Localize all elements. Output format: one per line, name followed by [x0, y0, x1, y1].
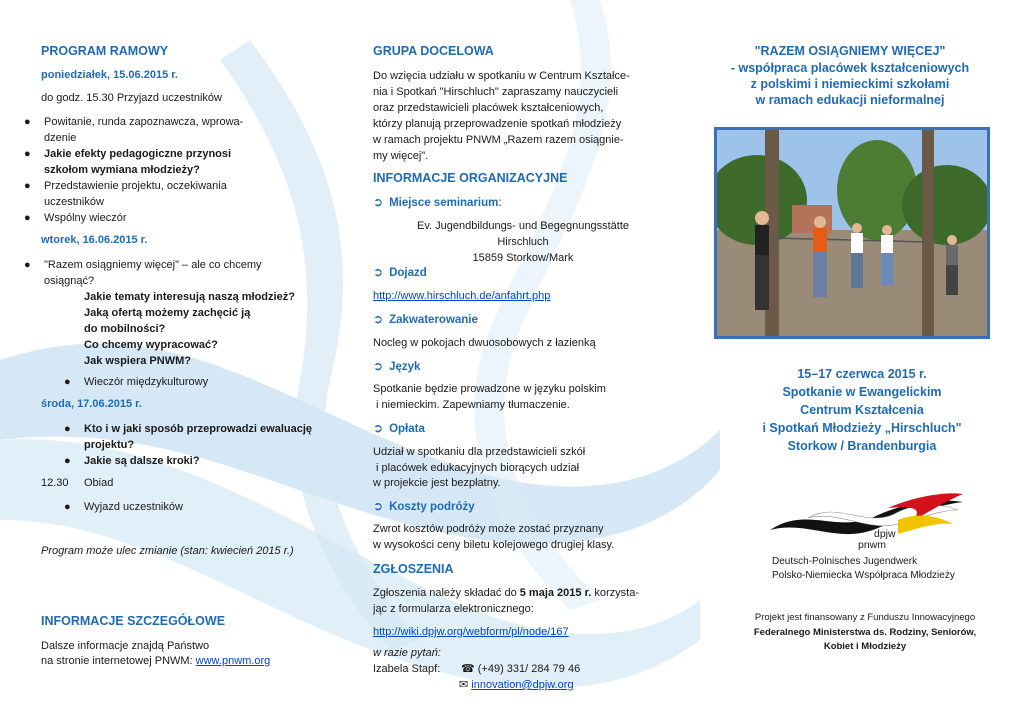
logo-abbr: dpjw: [874, 528, 896, 540]
envelope-icon: ✉: [459, 679, 472, 691]
title-line: - współpraca placówek kształceniowych: [730, 61, 970, 75]
fee-label: ➲ Opłata: [373, 421, 425, 435]
text-line: oraz przedstawicieli placówek kształceniowych,: [373, 102, 604, 114]
venue-line: Ev. Jugendbildungs- und Begegnungsstätte: [416, 220, 629, 232]
event-line: Spotkanie w Ewangelickim: [782, 385, 942, 399]
language-line: Spotkanie będzie prowadzone w języku polskim: [373, 383, 606, 395]
access-link[interactable]: http://www.hirschluch.de/anfahrt.php: [373, 290, 551, 302]
org-heading: INFORMACJE ORGANIZACYJNE: [373, 171, 568, 185]
fee-line: w projekcie jest bezpłatny.: [373, 477, 501, 489]
bullet-icon: ●: [64, 376, 71, 388]
day1-intro: do godz. 15.30 Przyjazd uczestników: [41, 92, 222, 104]
list-item-cont: uczestników: [44, 196, 104, 208]
fee-line: Udział w spotkaniu dla przedstawicieli szkół: [373, 446, 586, 458]
text-line: nia i Spotkań "Hirschluch" zapraszamy nauczycieli: [373, 86, 619, 98]
details-heading: INFORMACJE SZCZEGÓŁOWE: [41, 614, 226, 628]
email-link[interactable]: innovation@dpjw.org: [471, 679, 574, 691]
funding-line: Kobiet i Młodzieży: [823, 641, 907, 652]
bullet-icon: ●: [24, 148, 31, 160]
event-line: 15–17 czerwca 2015 r.: [797, 367, 927, 381]
contact-email: [459, 678, 574, 693]
text-line: Do wzięcia udziału w spotkaniu w Centrum Kształce-: [373, 70, 630, 82]
arrow-right-icon: ➲: [373, 499, 384, 513]
venue-line: 15859 Storkow/Mark: [472, 252, 574, 264]
question: Jak wspiera PNWM?: [84, 355, 191, 367]
target-heading: GRUPA DOCELOWA: [373, 44, 494, 58]
list-item: ● Przedstawienie projektu, oczekiwania: [24, 180, 227, 192]
arrow-right-icon: ➲: [373, 421, 384, 435]
language-line: i niemieckim. Zapewniamy tłumaczenie.: [373, 399, 570, 411]
day1-date: poniedziałek, 15.06.2015 r.: [41, 69, 178, 81]
register-link[interactable]: http://wiki.dpjw.org/webform/pl/node/167: [373, 626, 569, 638]
question: do mobilności?: [84, 323, 166, 335]
bullet-icon: ●: [24, 180, 31, 192]
arrow-right-icon: ➲: [373, 359, 384, 373]
event-line: i Spotkań Młodzieży „Hirschluch": [762, 421, 962, 435]
event-line: Centrum Kształcenia: [800, 403, 924, 417]
program-note: Program może ulec zmianie (stan: kwiecień 2015 r.): [41, 545, 294, 557]
logo-abbr2: pnwm: [858, 539, 887, 551]
bullet-icon: ●: [24, 259, 31, 271]
question: Jaką ofertą możemy zachęcić ją: [84, 307, 251, 319]
phone-icon: ☎: [461, 663, 478, 675]
bullet-icon: ●: [64, 501, 71, 513]
title-line: z polskimi i niemieckimi szkołami: [750, 77, 950, 91]
bullet-icon: ●: [64, 455, 71, 467]
venue-line: Hirschluch: [497, 236, 549, 248]
question: Jakie tematy interesują naszą młodzież?: [84, 291, 295, 303]
logo-name-de: Deutsch-Polnisches Jugendwerk: [772, 556, 918, 567]
travel-line: Zwrot kosztów podróży może zostać przyznany: [373, 523, 604, 535]
funding-line: Federalnego Ministerstwa ds. Rodziny, Seniorów,: [753, 627, 977, 638]
register-heading: ZGŁOSZENIA: [373, 562, 454, 576]
day3-date: środa, 17.06.2015 r.: [41, 398, 142, 410]
contact-name: Izabela Stapf:: [373, 663, 441, 675]
text-line: którzy planują przeprowadzenie spotkań młodzieży: [373, 118, 622, 130]
bullet-icon: ●: [64, 423, 71, 435]
text-line: my więcej".: [373, 150, 429, 162]
accommodation-text: Nocleg w pokojach dwuosobowych z łazienką: [373, 337, 596, 349]
details-line2: na stronie internetowej PNWM: www.pnwm.org: [41, 655, 271, 667]
travel-label: ➲ Koszty podróży: [373, 499, 475, 513]
title-line: w ramach edukacji nieformalnej: [755, 93, 945, 107]
access-label: ➲ Dojazd: [373, 265, 427, 279]
fee-line: i placówek edukacyjnych biorących udział: [373, 462, 580, 474]
questions-label: w razie pytań:: [373, 647, 441, 659]
list-item: ● Powitanie, runda zapoznawcza, wprowa-: [24, 116, 244, 128]
title-line: "RAZEM OSIĄGNIEMY WIĘCEJ": [754, 44, 946, 58]
language-label: ➲ Język: [373, 359, 421, 373]
event-line: Storkow / Brandenburgia: [787, 439, 937, 453]
register-line1: Zgłoszenia należy składać do 5 maja 2015 r. korzysta-: [373, 587, 639, 599]
contact-phone: ☎ (+49) 331/ 284 79 46: [461, 663, 581, 675]
event-photo: [714, 127, 990, 339]
pnwm-link[interactable]: www.pnwm.org: [195, 655, 271, 667]
venue-label: ➲ Miejsce seminarium:: [373, 195, 502, 209]
list-item: ● Wyjazd uczestników: [64, 501, 183, 513]
arrow-right-icon: ➲: [373, 265, 384, 279]
list-item: ● Jakie efekty pedagogiczne przynosi: [24, 148, 232, 160]
question: Co chcemy wypracować?: [84, 339, 218, 351]
program-heading: PROGRAM RAMOWY: [41, 44, 169, 58]
list-item: ● Wspólny wieczór: [24, 212, 127, 224]
funding-line: Projekt jest finansowany z Funduszu Innowacyjnego: [754, 612, 976, 623]
bullet-icon: ●: [24, 116, 31, 128]
travel-line: w wysokości ceny biletu kolejowego drugiej klasy.: [373, 539, 615, 551]
list-item: ● Kto i w jaki sposób przeprowadzi ewaluację: [64, 423, 312, 435]
list-item: ● "Razem osiągniemy więcej" – ale co chcemy: [24, 259, 262, 271]
list-item-cont: dzenie: [44, 132, 77, 144]
list-item-cont: projektu?: [84, 439, 135, 451]
register-line2: jąc z formularza elektronicznego:: [373, 603, 534, 615]
bullet-icon: ●: [24, 212, 31, 224]
arrow-right-icon: ➲: [373, 312, 384, 326]
lunch-time: 12.30: [41, 477, 69, 489]
accommodation-label: ➲ Zakwaterowanie: [373, 312, 478, 326]
list-item-cont: szkołom wymiana młodzieży?: [44, 164, 200, 176]
day2-date: wtorek, 16.06.2015 r.: [41, 234, 148, 246]
list-item: ● Jakie są dalsze kroki?: [64, 455, 200, 467]
arrow-right-icon: ➲: [373, 195, 384, 209]
list-item-cont: osiągnąć?: [44, 275, 95, 287]
logo-name-pl: Polsko-Niemiecka Współpraca Młodzieży: [772, 570, 955, 581]
list-item: ● Wieczór międzykulturowy: [64, 376, 209, 388]
details-line1: Dalsze informacje znajdą Państwo: [41, 640, 210, 652]
lunch-label: Obiad: [84, 477, 114, 489]
text-line: w ramach projektu PNWM „Razem razem osiągnie-: [373, 134, 624, 146]
outdoor-group-photo: [717, 130, 987, 336]
